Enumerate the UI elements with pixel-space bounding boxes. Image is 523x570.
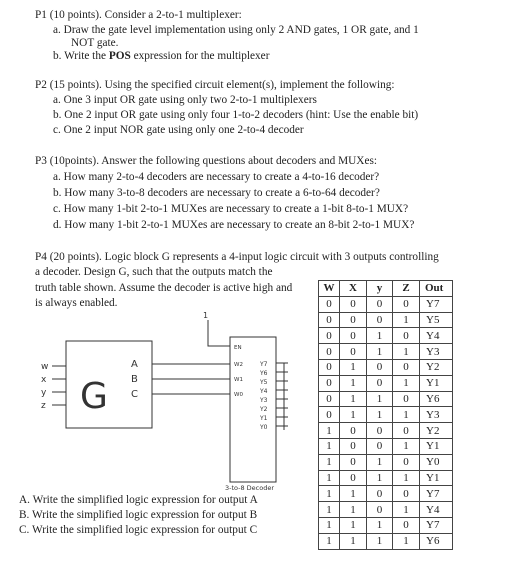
table-row	[319, 359, 453, 375]
table-cell: Y3	[420, 344, 453, 360]
table-cell: 1	[393, 533, 420, 549]
table-cell: 0	[319, 359, 340, 375]
table-cell: 1	[393, 502, 420, 518]
table-cell: 0	[340, 454, 367, 470]
output-label-c: C	[131, 389, 138, 400]
table-cell: Y6	[420, 533, 453, 549]
decoder-output-y2: Y2	[260, 406, 268, 413]
p3-item-a: a. How many 2-to-4 decoders are necessary to create a 4-to-16 decoder?	[53, 171, 380, 183]
table-cell: 0	[319, 296, 340, 312]
table-cell: 0	[340, 296, 367, 312]
table-row	[319, 423, 453, 439]
table-cell: Y2	[420, 359, 453, 375]
p4-question-a: A. Write the simplified logic expression for output A	[19, 494, 258, 506]
table-row	[319, 470, 453, 486]
truth-table-header-cell: Z	[393, 281, 420, 297]
table-cell: 1	[393, 375, 420, 391]
table-cell: Y7	[420, 486, 453, 502]
decoder-output-y4: Y4	[260, 388, 268, 395]
decoder-output-y0: Y0	[260, 424, 268, 431]
input-label-z: z	[41, 401, 46, 411]
table-cell: 1	[319, 502, 340, 518]
p1-b-bold: POS	[108, 50, 131, 62]
table-row	[319, 344, 453, 360]
input-label-y: y	[41, 388, 47, 398]
table-cell: 0	[367, 438, 393, 454]
decoder-input-w1: W1	[234, 377, 243, 383]
table-row	[319, 312, 453, 328]
enable-wire	[208, 320, 230, 346]
p1-item-a: a. Draw the gate level implementation using only 2 AND gates, 1 OR gate, and 1	[53, 24, 419, 36]
table-cell: 0	[367, 375, 393, 391]
p3-item-c: c. How many 1-bit 2-to-1 MUXes are necessary to create a 1-bit 8-to-1 MUX?	[53, 203, 409, 215]
g-block	[66, 341, 152, 428]
decoder-input-w2: W2	[234, 362, 243, 368]
table-cell: 1	[367, 391, 393, 407]
truth-table-header-cell: Out	[420, 281, 453, 297]
table-cell: 0	[319, 375, 340, 391]
table-cell: Y6	[420, 391, 453, 407]
table-cell: 0	[367, 423, 393, 439]
truth-table-header-row	[319, 281, 453, 297]
table-cell: 0	[340, 312, 367, 328]
table-cell: 0	[393, 391, 420, 407]
truth-table-header-cell: W	[319, 281, 340, 297]
table-cell: 0	[393, 423, 420, 439]
table-cell: 1	[319, 517, 340, 533]
input-label-w: w	[41, 362, 49, 372]
table-cell: 0	[393, 359, 420, 375]
table-cell: 0	[393, 454, 420, 470]
p4-line-2: a decoder. Design G, such that the outputs match the	[35, 266, 273, 278]
table-cell: 1	[340, 407, 367, 423]
decoder-output-y5: Y5	[260, 379, 268, 386]
p2-item-a: a. One 3 input OR gate using only two 2-to-1 multiplexers	[53, 94, 317, 106]
table-cell: 0	[367, 296, 393, 312]
table-cell: 1	[367, 344, 393, 360]
table-cell: 0	[340, 470, 367, 486]
p1-b-prefix: b. Write the	[53, 50, 109, 62]
table-cell: 1	[319, 438, 340, 454]
table-cell: 1	[367, 454, 393, 470]
p3-item-b: b. How many 3-to-8 decoders are necessary to create a 6-to-64 decoder?	[53, 187, 380, 199]
truth-table-body	[319, 296, 453, 549]
table-cell: 0	[367, 359, 393, 375]
truth-table-header-cell: X	[340, 281, 367, 297]
p1-b-suffix: expression for the multiplexer	[130, 50, 270, 62]
table-cell: 1	[393, 407, 420, 423]
table-cell: Y3	[420, 407, 453, 423]
table-cell: 0	[367, 312, 393, 328]
output-label-a: A	[131, 359, 138, 370]
table-cell: 0	[340, 328, 367, 344]
truth-table	[318, 280, 453, 550]
table-cell: 0	[319, 344, 340, 360]
p3-heading: P3 (10points). Answer the following questions about decoders and MUXes:	[35, 155, 378, 167]
table-cell: 1	[367, 407, 393, 423]
table-row	[319, 517, 453, 533]
decoder-block	[230, 337, 276, 482]
table-cell: 1	[367, 533, 393, 549]
table-row	[319, 502, 453, 518]
decoder-output-y7: Y7	[260, 361, 268, 368]
table-cell: 1	[319, 454, 340, 470]
p3-item-d: d. How many 1-bit 2-to-1 MUXes are necessary to create an 8-bit 2-to-1 MUX?	[53, 219, 415, 231]
decoder-caption: 3-to-8 Decoder	[225, 484, 275, 492]
table-cell: 0	[319, 391, 340, 407]
table-cell: 1	[393, 438, 420, 454]
table-cell: 0	[393, 328, 420, 344]
table-cell: 0	[319, 312, 340, 328]
table-cell: 0	[319, 328, 340, 344]
table-row	[319, 438, 453, 454]
table-row	[319, 486, 453, 502]
table-cell: Y2	[420, 423, 453, 439]
table-cell: Y1	[420, 375, 453, 391]
table-cell: 1	[340, 486, 367, 502]
enable-value: 1	[203, 311, 209, 320]
decoder-output-y3: Y3	[260, 397, 268, 404]
g-block-label: G	[80, 376, 108, 417]
table-cell: 1	[393, 312, 420, 328]
decoder-output-y6: Y6	[260, 370, 268, 377]
table-row	[319, 454, 453, 470]
table-cell: 0	[340, 344, 367, 360]
table-cell: Y4	[420, 328, 453, 344]
table-cell: 1	[393, 470, 420, 486]
table-cell: 1	[319, 533, 340, 549]
table-cell: Y1	[420, 438, 453, 454]
table-cell: 1	[340, 502, 367, 518]
table-row	[319, 328, 453, 344]
table-cell: Y1	[420, 470, 453, 486]
table-cell: 1	[340, 359, 367, 375]
p4-question-b: B. Write the simplified logic expression for output B	[19, 509, 258, 521]
table-cell: 0	[319, 407, 340, 423]
table-cell: Y4	[420, 502, 453, 518]
p4-line-3: truth table shown. Assume the decoder is active high and	[35, 282, 293, 294]
table-cell: 0	[393, 296, 420, 312]
table-row	[319, 296, 453, 312]
decoder-input-w0: W0	[234, 392, 243, 398]
table-cell: 1	[367, 470, 393, 486]
table-cell: 0	[393, 486, 420, 502]
p1-heading: P1 (10 points). Consider a 2-to-1 multiplexer:	[35, 9, 242, 21]
table-row	[319, 391, 453, 407]
table-row	[319, 533, 453, 549]
table-row	[319, 407, 453, 423]
table-cell: 0	[340, 438, 367, 454]
table-cell: 1	[367, 517, 393, 533]
decoder-input-en: EN	[234, 345, 242, 351]
table-cell: 0	[367, 502, 393, 518]
table-cell: 1	[393, 344, 420, 360]
table-cell: 1	[319, 470, 340, 486]
truth-table-header-cell: y	[367, 281, 393, 297]
table-cell: 1	[319, 486, 340, 502]
table-cell: 0	[340, 423, 367, 439]
table-cell: Y0	[420, 454, 453, 470]
p2-heading: P2 (15 points). Using the specified circuit element(s), implement the following:	[35, 79, 395, 91]
table-cell: 1	[340, 391, 367, 407]
p2-item-c: c. One 2 input NOR gate using only one 2-to-4 decoder	[53, 124, 304, 136]
table-row	[319, 375, 453, 391]
table-cell: 1	[340, 517, 367, 533]
table-cell: Y7	[420, 517, 453, 533]
input-label-x: x	[41, 375, 47, 385]
p2-item-b: b. One 2 input OR gate using only four 1-to-2 decoders (hint: Use the enable bit)	[53, 109, 419, 121]
decoder-output-y1: Y1	[260, 415, 268, 422]
table-cell: 1	[319, 423, 340, 439]
table-cell: 1	[340, 533, 367, 549]
output-label-b: B	[131, 374, 138, 385]
table-cell: 0	[367, 486, 393, 502]
p4-line-1: P4 (20 points). Logic block G represents a 4-input logic circuit with 3 outputs controlling	[35, 251, 439, 263]
p4-line-4: is always enabled.	[35, 297, 118, 309]
table-cell: Y7	[420, 296, 453, 312]
table-cell: 1	[340, 375, 367, 391]
table-cell: 0	[393, 517, 420, 533]
p4-question-c: C. Write the simplified logic expression for output C	[19, 524, 258, 536]
p1-item-a-cont: NOT gate.	[71, 37, 119, 49]
table-cell: Y5	[420, 312, 453, 328]
table-cell: 1	[367, 328, 393, 344]
